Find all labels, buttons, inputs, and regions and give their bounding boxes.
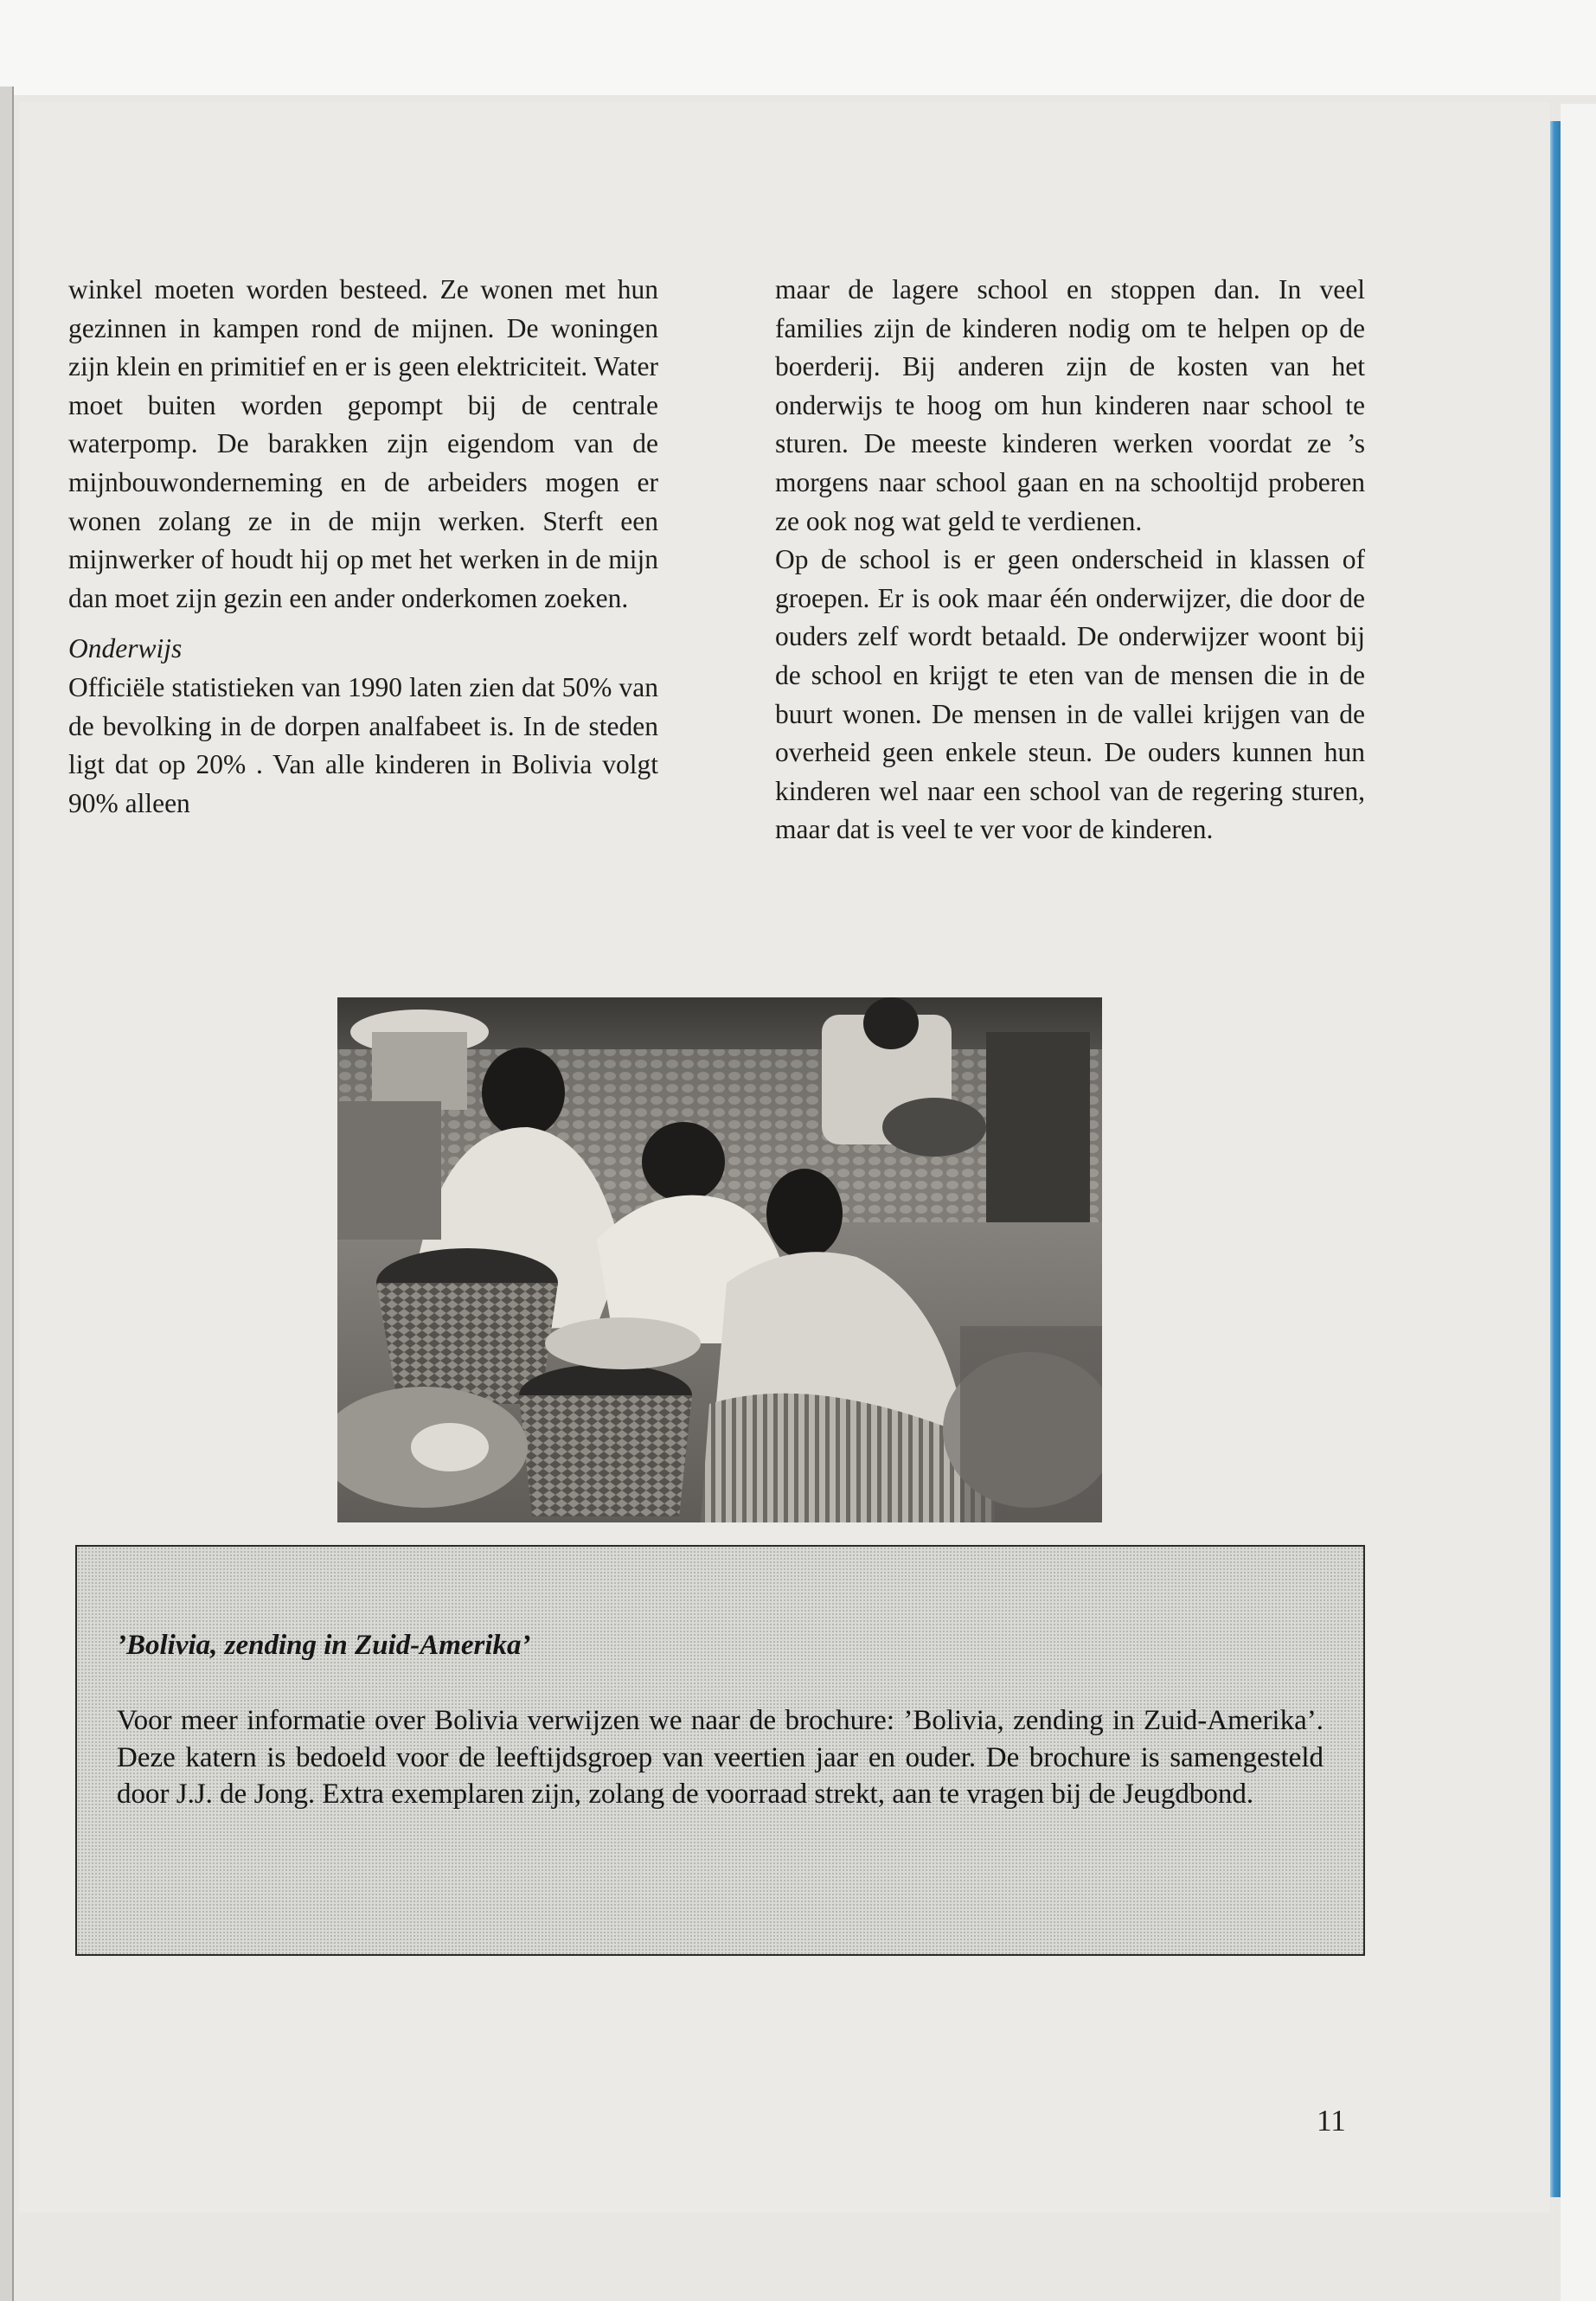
info-box (75, 1545, 1365, 1956)
section-heading-onderwijs: Onderwijs (68, 633, 183, 664)
right-paragraph-1: maar de lagere school en stoppen dan. In veel families zijn de kinderen nodig om te helpen op de boerderij. Bij anderen zijn de kosten van het onderwijs te hoog om hun kinderen naar school te sturen. De meeste kinderen werken voordat ze ’s morgens naar school gaan en na schooltijd proberen ze ook nog wat geld te verdienen. (775, 274, 1365, 536)
info-box-body: Voor meer informatie over Bolivia verwijzen we naar de brochure: ’Bolivia, zending in Zuid-Amerika’. Deze katern is bedoeld voor de leeftijdsgroep van veertien jaar en ouder. De brochure is samengesteld door J.J. de Jong. Extra exemplaren zijn, zolang de voorraad strekt, aan te vragen bij de Jeugdbond. (117, 1705, 1324, 1810)
left-paragraph-2: Officiële statistieken van 1990 laten zien dat 50% van de bevolking in de dorpen analfabeet is. In de steden ligt dat op 20% . Van alle kinderen in Bolivia volgt 90% alleen (68, 671, 658, 818)
scan-top-border (0, 0, 1596, 95)
left-text-column (68, 271, 658, 823)
left-paragraph-1: winkel moeten worden besteed. Ze wonen met hun gezinnen in kampen rond de mijnen. De woningen zijn klein en primitief en er is geen elektriciteit. Water moet buiten worden gepompt bij de centrale waterpomp. De barakken zijn eigendom van de mijnbouwonderneming en de arbeiders mogen er wonen zolang ze in de mijn werken. Sterft een mijnwerker of houdt hij op met het werken in de mijn dan moet zijn gezin een ander onderkomen zoeken. (68, 274, 658, 613)
right-text-column (775, 271, 1365, 849)
info-box-title: ’Bolivia, zending in Zuid-Amerika’ (117, 1630, 531, 1661)
market-photo (337, 997, 1102, 1522)
right-paragraph-2: Op de school is er geen onderscheid in klassen of groepen. Er is ook maar één onderwijzer, die door de ouders zelf wordt betaald. De onderwijzer woont bij de school en krijgt te eten van de mensen die in de buurt wonen. De mensen in de vallei krijgen van de overheid geen enkele steun. De ouders kunnen hun kinderen wel naar een school van de regering sturen, maar dat is veel te ver voor de kinderen. (775, 544, 1365, 845)
scan-right-margin (1561, 104, 1596, 2301)
blue-spine-edge (1550, 121, 1561, 2197)
scan-left-edge (0, 87, 14, 2301)
page-number: 11 (1317, 2104, 1346, 2138)
